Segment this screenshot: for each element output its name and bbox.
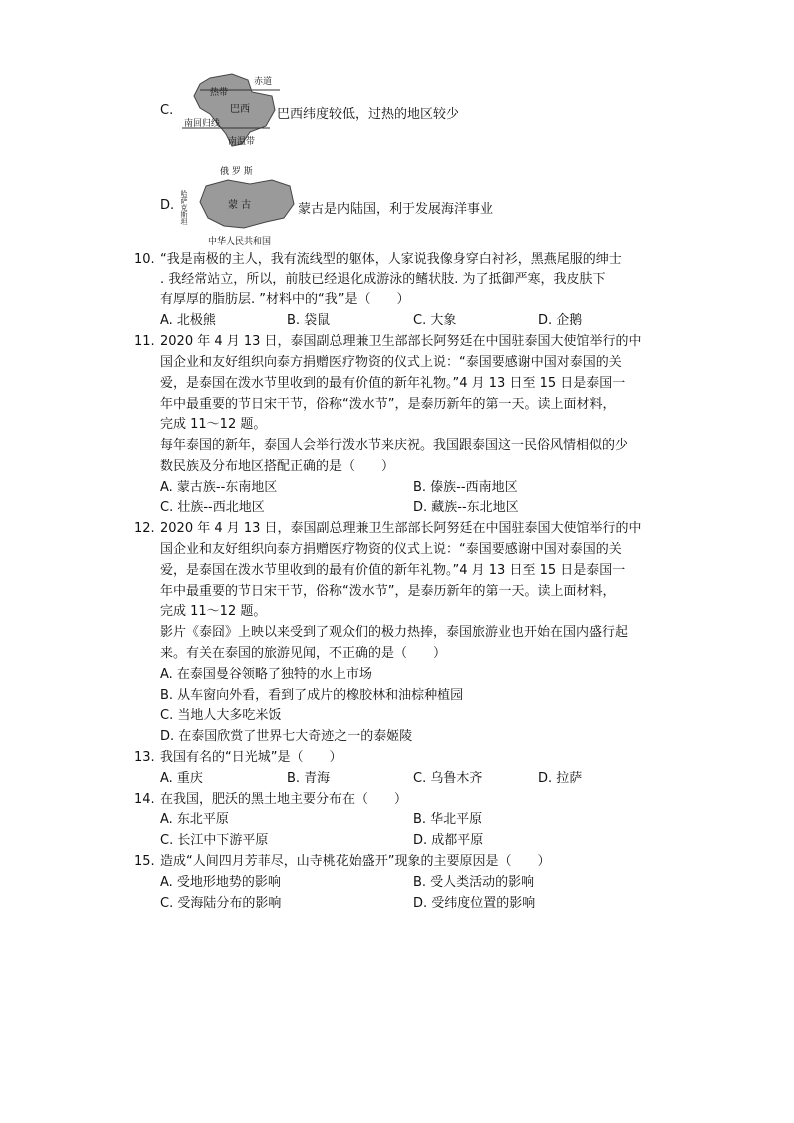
question-number: 13.: [134, 750, 155, 765]
question-number: 15.: [134, 854, 155, 869]
question-stem-line: 2020 年 4 月 13 日，泰国副总理兼卫生部部长阿努廷在中国驻泰国大使馆举行的中: [160, 334, 642, 349]
option-a[interactable]: A. 蒙古族--东南地区: [160, 480, 278, 495]
question-number: 10.: [134, 252, 155, 267]
question-stem: 在我国，肥沃的黑土地主要分布在（ ）: [160, 792, 408, 807]
option-b[interactable]: B. 受人类活动的影响: [413, 875, 535, 890]
tropic-label: 南回归线: [184, 119, 221, 129]
equator-label: 赤道: [254, 77, 273, 87]
question-number: 11.: [134, 334, 155, 349]
question-stem-line: 每年泰国的新年，泰国人会举行泼水节来庆祝。我国跟泰国这一民俗风情相似的少: [160, 438, 629, 453]
option-letter: C.: [160, 103, 174, 118]
question-stem-line: 爱，是泰国在泼水节里收到的最有价值的新年礼物。”4 月 13 日至 15 日是泰国一: [160, 563, 626, 578]
question-stem-line: 国企业和友好组织向泰方捐赠医疗物资的仪式上说：“泰国要感谢中国对泰国的关: [160, 355, 622, 370]
brazil-map: [180, 70, 280, 150]
question-stem-line: 年中最重要的节日宋干节，俗称“泼水节”，是泰历新年的第一天。读上面材料，: [160, 397, 616, 412]
option-d-text: 蒙古是内陆国，利于发展海洋事业: [298, 202, 494, 217]
option-a[interactable]: A. 重庆: [160, 771, 203, 786]
option-a[interactable]: A. 受地形地势的影响: [160, 875, 281, 890]
tropical-zone-label: 热带: [210, 88, 229, 98]
mongolia-country-label: 蒙 古: [228, 200, 252, 211]
option-c[interactable]: C. 当地人大多吃米饭: [160, 708, 282, 723]
option-letter: D.: [160, 198, 175, 213]
option-a[interactable]: A. 北极熊: [160, 313, 216, 328]
russia-label: 俄 罗 斯: [220, 167, 253, 177]
question-stem-line: 有厚厚的脂肪层. ”材料中的“我”是（ ）: [160, 292, 410, 307]
question-stem-line: 来。有关在泰国的旅游见闻，不正确的是（ ）: [160, 646, 447, 661]
option-d[interactable]: D. 成都平原: [413, 833, 484, 848]
option-c-text: 巴西纬度较低，过热的地区较少: [277, 107, 460, 122]
option-d[interactable]: D. 拉萨: [538, 771, 583, 786]
question-stem-line: 爱，是泰国在泼水节里收到的最有价值的新年礼物。”4 月 13 日至 15 日是泰国一: [160, 376, 626, 391]
option-d[interactable]: D. 在泰国欣赏了世界七大奇迹之一的泰姬陵: [160, 729, 413, 744]
question-stem-line: 国企业和友好组织向泰方捐赠医疗物资的仪式上说：“泰国要感谢中国对泰国的关: [160, 542, 622, 557]
option-b[interactable]: B. 华北平原: [413, 812, 483, 827]
option-d[interactable]: D. 藏族--东北地区: [413, 500, 519, 515]
china-label: 中华人民共和国: [208, 237, 272, 247]
question-stem-line: . 我经常站立，所以，前肢已经退化成游泳的鳍状肢. 为了抵御严寒，我皮肤下: [160, 272, 606, 287]
option-a[interactable]: A. 在泰国曼谷领略了独特的水上市场: [160, 667, 372, 682]
question-stem-line: “我是南极的主人，我有流线型的躯体，人家说我像身穿白衬衫，黑燕尾服的绅士: [160, 252, 622, 267]
question-number: 12.: [134, 521, 155, 536]
question-stem-line: 完成 11～12 题。: [160, 604, 267, 619]
question-stem-line: 2020 年 4 月 13 日，泰国副总理兼卫生部部长阿努廷在中国驻泰国大使馆举行的中: [160, 521, 642, 536]
temperate-zone-label: 南温带: [228, 137, 256, 147]
option-a[interactable]: A. 东北平原: [160, 812, 229, 827]
option-b[interactable]: B. 从车窗向外看，看到了成片的橡胶林和油棕种植园: [160, 688, 464, 703]
option-d[interactable]: D. 企鹅: [538, 313, 583, 328]
question-stem-line: 数民族及分布地区搭配正确的是（ ）: [160, 459, 395, 474]
option-c[interactable]: C. 长江中下游平原: [160, 833, 269, 848]
kazakhstan-label: 哈萨克斯坦: [180, 190, 188, 225]
option-b[interactable]: B. 青海: [287, 771, 331, 786]
option-c[interactable]: C. 受海陆分布的影响: [160, 896, 282, 911]
option-c[interactable]: C. 大象: [413, 313, 457, 328]
option-b[interactable]: B. 傣族--西南地区: [413, 480, 518, 495]
option-c[interactable]: C. 乌鲁木齐: [413, 771, 483, 786]
question-stem: 我国有名的“日光城”是（ ）: [160, 750, 343, 765]
question-stem-line: 影片《泰囧》上映以来受到了观众们的极力热捧，泰国旅游业也开始在国内盛行起: [160, 625, 629, 640]
question-stem: 造成“人间四月芳菲尽，山寺桃花始盛开”现象的主要原因是（ ）: [160, 854, 551, 869]
brazil-country-label: 巴西: [230, 104, 250, 115]
option-d[interactable]: D. 受纬度位置的影响: [413, 896, 536, 911]
option-c[interactable]: C. 壮族--西北地区: [160, 500, 265, 515]
option-b[interactable]: B. 袋鼠: [287, 313, 331, 328]
mongolia-map: [180, 162, 296, 248]
question-number: 14.: [134, 792, 155, 807]
question-stem-line: 完成 11～12 题。: [160, 417, 267, 432]
question-stem-line: 年中最重要的节日宋干节，俗称“泼水节”，是泰历新年的第一天。读上面材料，: [160, 584, 616, 599]
